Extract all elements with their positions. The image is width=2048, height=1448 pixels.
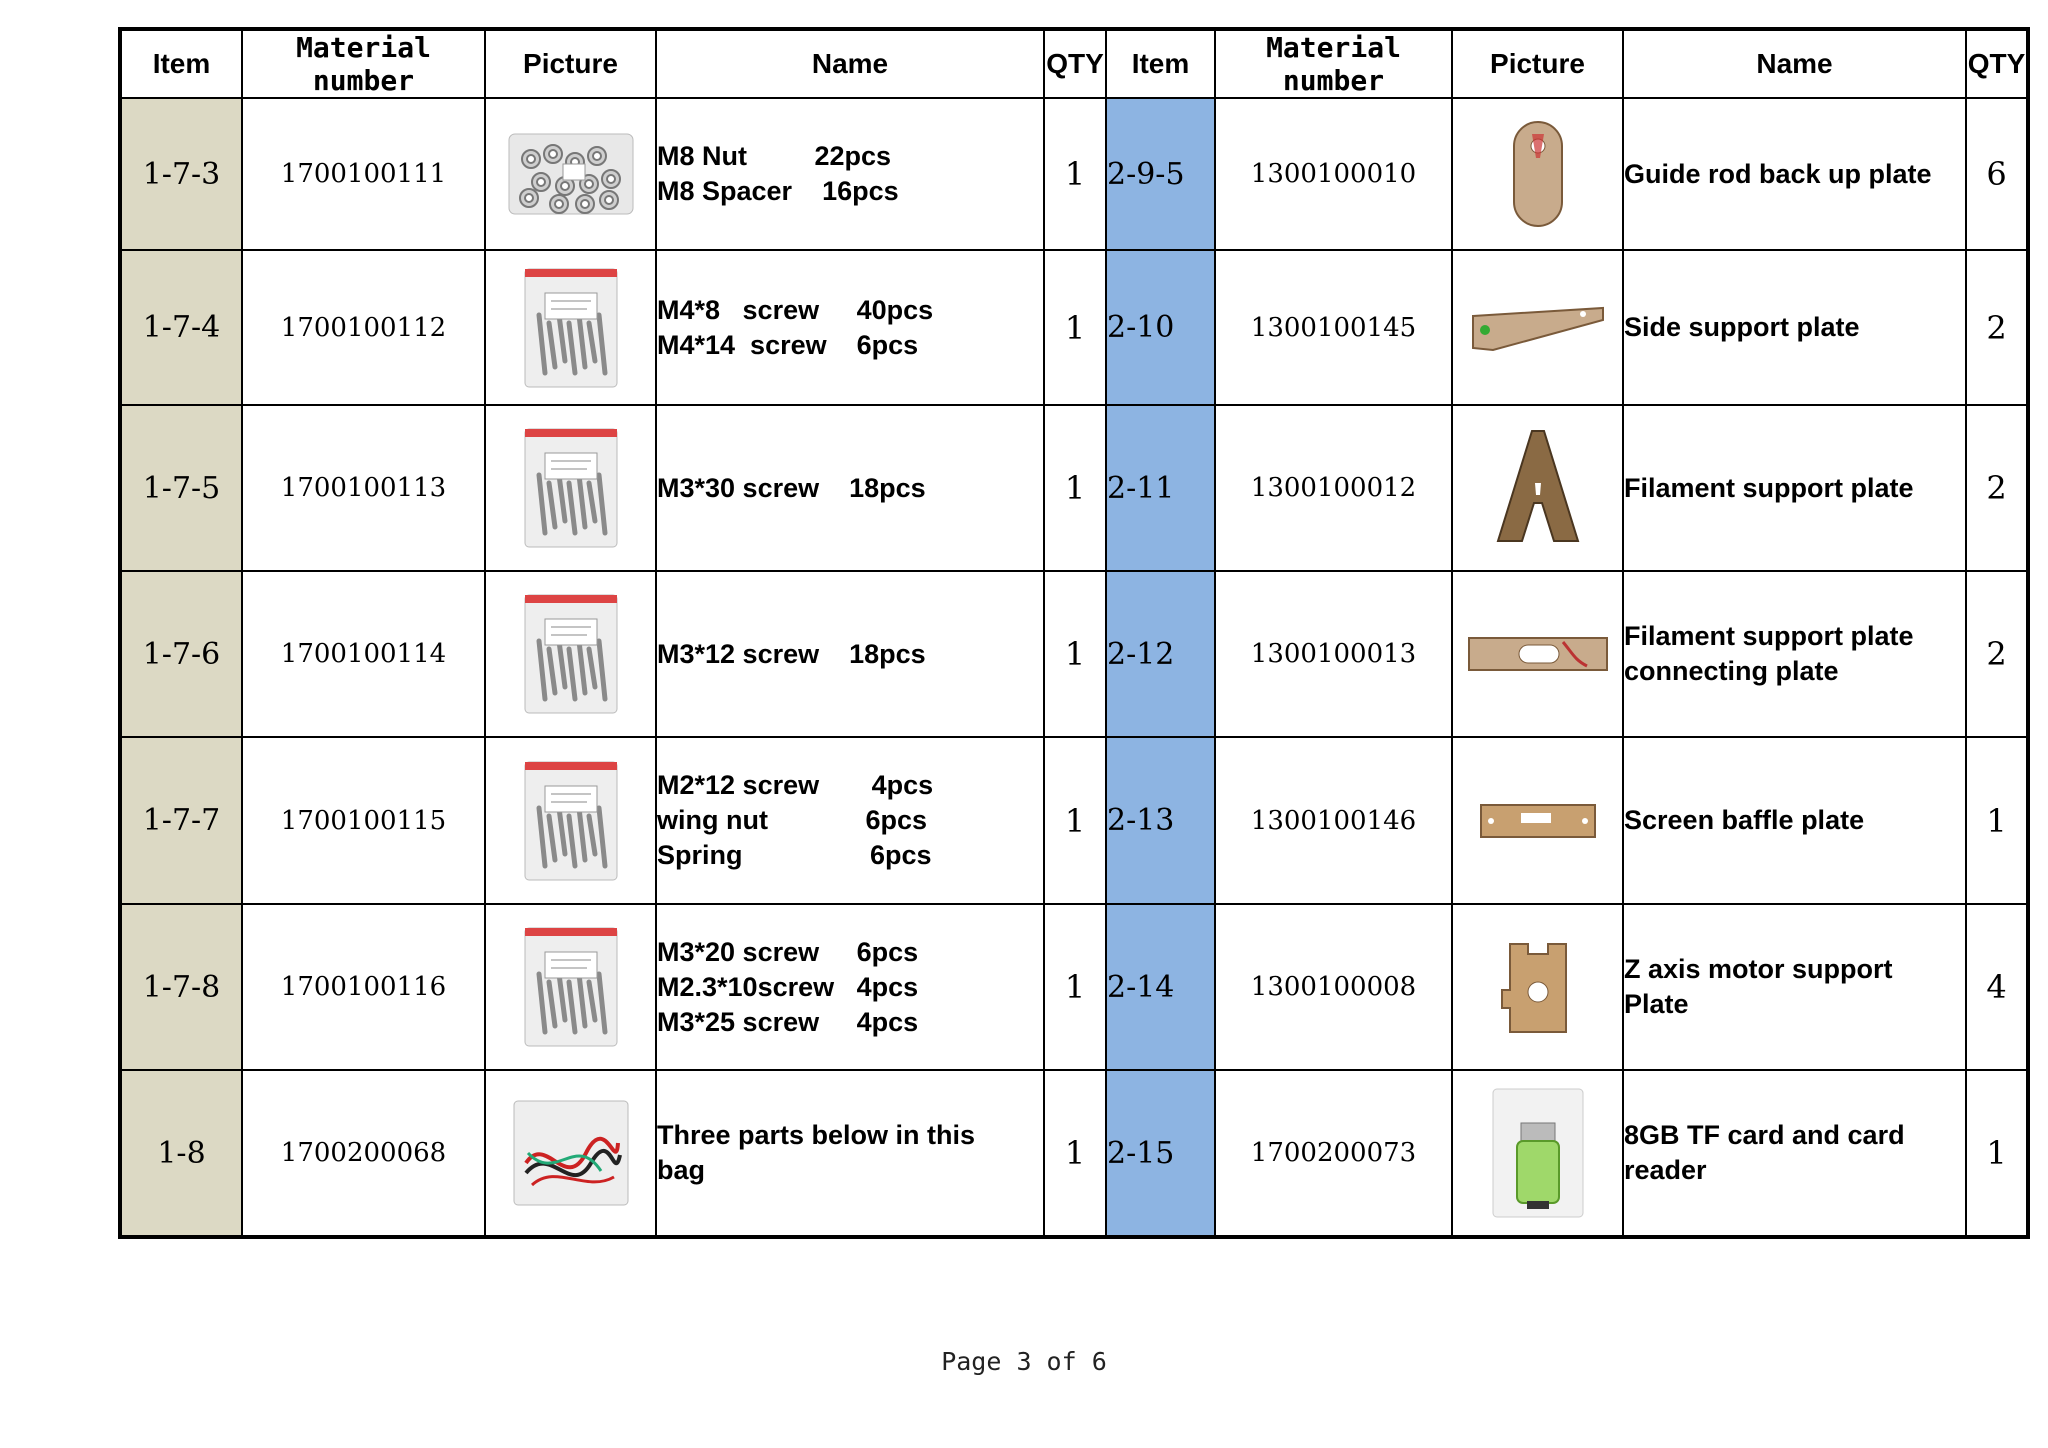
name-line: connecting plate [1624,656,1839,686]
header-qty: QTY [1966,29,2028,98]
name-line: M8 Nut 22pcs [657,141,892,171]
picture-cell [1452,98,1623,250]
table-row [120,405,2028,571]
name-cell [1623,405,1966,571]
name-line: M2*12 screw 4pcs [657,770,934,800]
qty-cell: 1 [1044,737,1106,904]
qty-cell: 4 [1966,904,2028,1070]
picture-cell [1452,737,1623,904]
name-cell [656,737,1044,904]
picture-cell [485,405,656,571]
name-cell [656,571,1044,737]
name-line: 8GB TF card and card [1624,1120,1905,1150]
name-line: Three parts below in this [657,1120,976,1150]
header-name: Name [1623,29,1966,98]
cables-bag-photo [486,1093,655,1213]
name-cell [1623,571,1966,737]
picture-cell [1452,1070,1623,1237]
qty-cell: 1 [1966,737,2028,904]
table-row [120,98,2028,250]
picture-cell [1452,571,1623,737]
header-item: Item [1106,29,1215,98]
item-cell: 2-9-5 [1106,98,1215,250]
picture-cell [1452,250,1623,405]
header-picture: Picture [485,29,656,98]
table-row [120,250,2028,405]
name-line: Plate [1624,989,1689,1019]
picture-cell [485,98,656,250]
material-number-cell: 1300100008 [1215,904,1452,1070]
nuts-bag-photo [486,124,655,224]
qty-cell: 2 [1966,571,2028,737]
material-number-cell: 1300100012 [1215,405,1452,571]
name-cell [656,405,1044,571]
name-cell [656,98,1044,250]
name-line: Z axis motor support [1624,954,1893,984]
material-number-cell: 1700100114 [242,571,485,737]
guide-rod-plate-photo [1453,114,1622,234]
item-cell: 1-7-4 [120,250,242,405]
item-cell: 2-12 [1106,571,1215,737]
name-line: M3*25 screw 4pcs [657,1006,919,1037]
name-line: M3*12 screw 18pcs [657,638,926,669]
header-material-number: Material number [1215,29,1452,98]
name-cell [656,250,1044,405]
item-cell: 1-7-7 [120,737,242,904]
name-line: reader [1624,1155,1707,1185]
name-line: wing nut 6pcs [657,805,928,835]
qty-cell: 6 [1966,98,2028,250]
screw-bag-photo [486,922,655,1052]
qty-cell: 1 [1044,98,1106,250]
qty-cell: 2 [1966,405,2028,571]
page-number: Page 3 of 6 [941,1347,1107,1376]
material-number-cell: 1700200073 [1215,1070,1452,1237]
picture-cell [485,571,656,737]
material-number-cell: 1700100116 [242,904,485,1070]
connecting-plate-photo [1453,624,1622,684]
screw-bag-photo [486,756,655,886]
filament-support-plate-photo [1453,423,1622,553]
motor-support-plate-photo [1453,932,1622,1042]
header-qty: QTY [1044,29,1106,98]
qty-cell: 1 [1044,405,1106,571]
name-cell [1623,98,1966,250]
name-line: M8 Spacer 16pcs [657,176,899,206]
qty-cell: 1 [1044,1070,1106,1237]
material-number-cell: 1300100013 [1215,571,1452,737]
name-cell [1623,1070,1966,1237]
name-line: Spring 6pcs [657,840,932,870]
item-cell: 2-11 [1106,405,1215,571]
material-number-cell: 1700100115 [242,737,485,904]
item-cell: 1-7-8 [120,904,242,1070]
item-cell: 2-15 [1106,1070,1215,1237]
name-line: Guide rod back up plate [1624,158,1932,189]
picture-cell [485,250,656,405]
picture-cell [485,737,656,904]
item-cell: 2-13 [1106,737,1215,904]
item-cell: 1-8 [120,1070,242,1237]
name-line: M4*8 screw 40pcs [657,294,934,325]
item-cell: 1-7-3 [120,98,242,250]
header-picture: Picture [1452,29,1623,98]
qty-cell: 2 [1966,250,2028,405]
name-line: M4*14 screw 6pcs [657,329,919,360]
name-line: Filament support plate [1624,472,1914,503]
name-line: Side support plate [1624,312,1860,342]
card-reader-photo [1453,1083,1622,1223]
material-number-cell: 1300100145 [1215,250,1452,405]
item-cell: 2-10 [1106,250,1215,405]
item-cell: 2-14 [1106,904,1215,1070]
name-cell [1623,737,1966,904]
item-cell: 1-7-5 [120,405,242,571]
material-number-cell: 1300100010 [1215,98,1452,250]
picture-cell [485,1070,656,1237]
material-number-cell: 1700100113 [242,405,485,571]
material-number-cell: 1700200068 [242,1070,485,1237]
name-line: M2.3*10screw 4pcs [657,971,919,1002]
table-row [120,904,2028,1070]
qty-cell: 1 [1044,571,1106,737]
name-cell [1623,904,1966,1070]
item-cell: 1-7-6 [120,571,242,737]
picture-cell [1452,405,1623,571]
table-row [120,1070,2028,1237]
table-row [120,737,2028,904]
name-line: Filament support plate [1624,621,1914,651]
side-support-plate-photo [1453,298,1622,358]
material-number-cell: 1700100112 [242,250,485,405]
name-cell [656,904,1044,1070]
name-line: M3*30 screw 18pcs [657,472,926,503]
header-material-number: Material number [242,29,485,98]
name-cell [1623,250,1966,405]
name-line: Screen baffle plate [1624,805,1865,835]
parts-table [118,27,2030,1239]
screw-bag-photo [486,589,655,719]
qty-cell: 1 [1966,1070,2028,1237]
header-row [120,29,2028,98]
material-number-cell: 1300100146 [1215,737,1452,904]
material-number-cell: 1700100111 [242,98,485,250]
picture-cell [485,904,656,1070]
table-row [120,571,2028,737]
header-name: Name [656,29,1044,98]
screw-bag-photo [486,263,655,393]
name-cell [656,1070,1044,1237]
name-line: M3*20 screw 6pcs [657,936,919,967]
qty-cell: 1 [1044,904,1106,1070]
picture-cell [1452,904,1623,1070]
screen-baffle-plate-photo [1453,791,1622,851]
name-line: bag [657,1155,706,1185]
screw-bag-photo [486,423,655,553]
qty-cell: 1 [1044,250,1106,405]
header-item: Item [120,29,242,98]
